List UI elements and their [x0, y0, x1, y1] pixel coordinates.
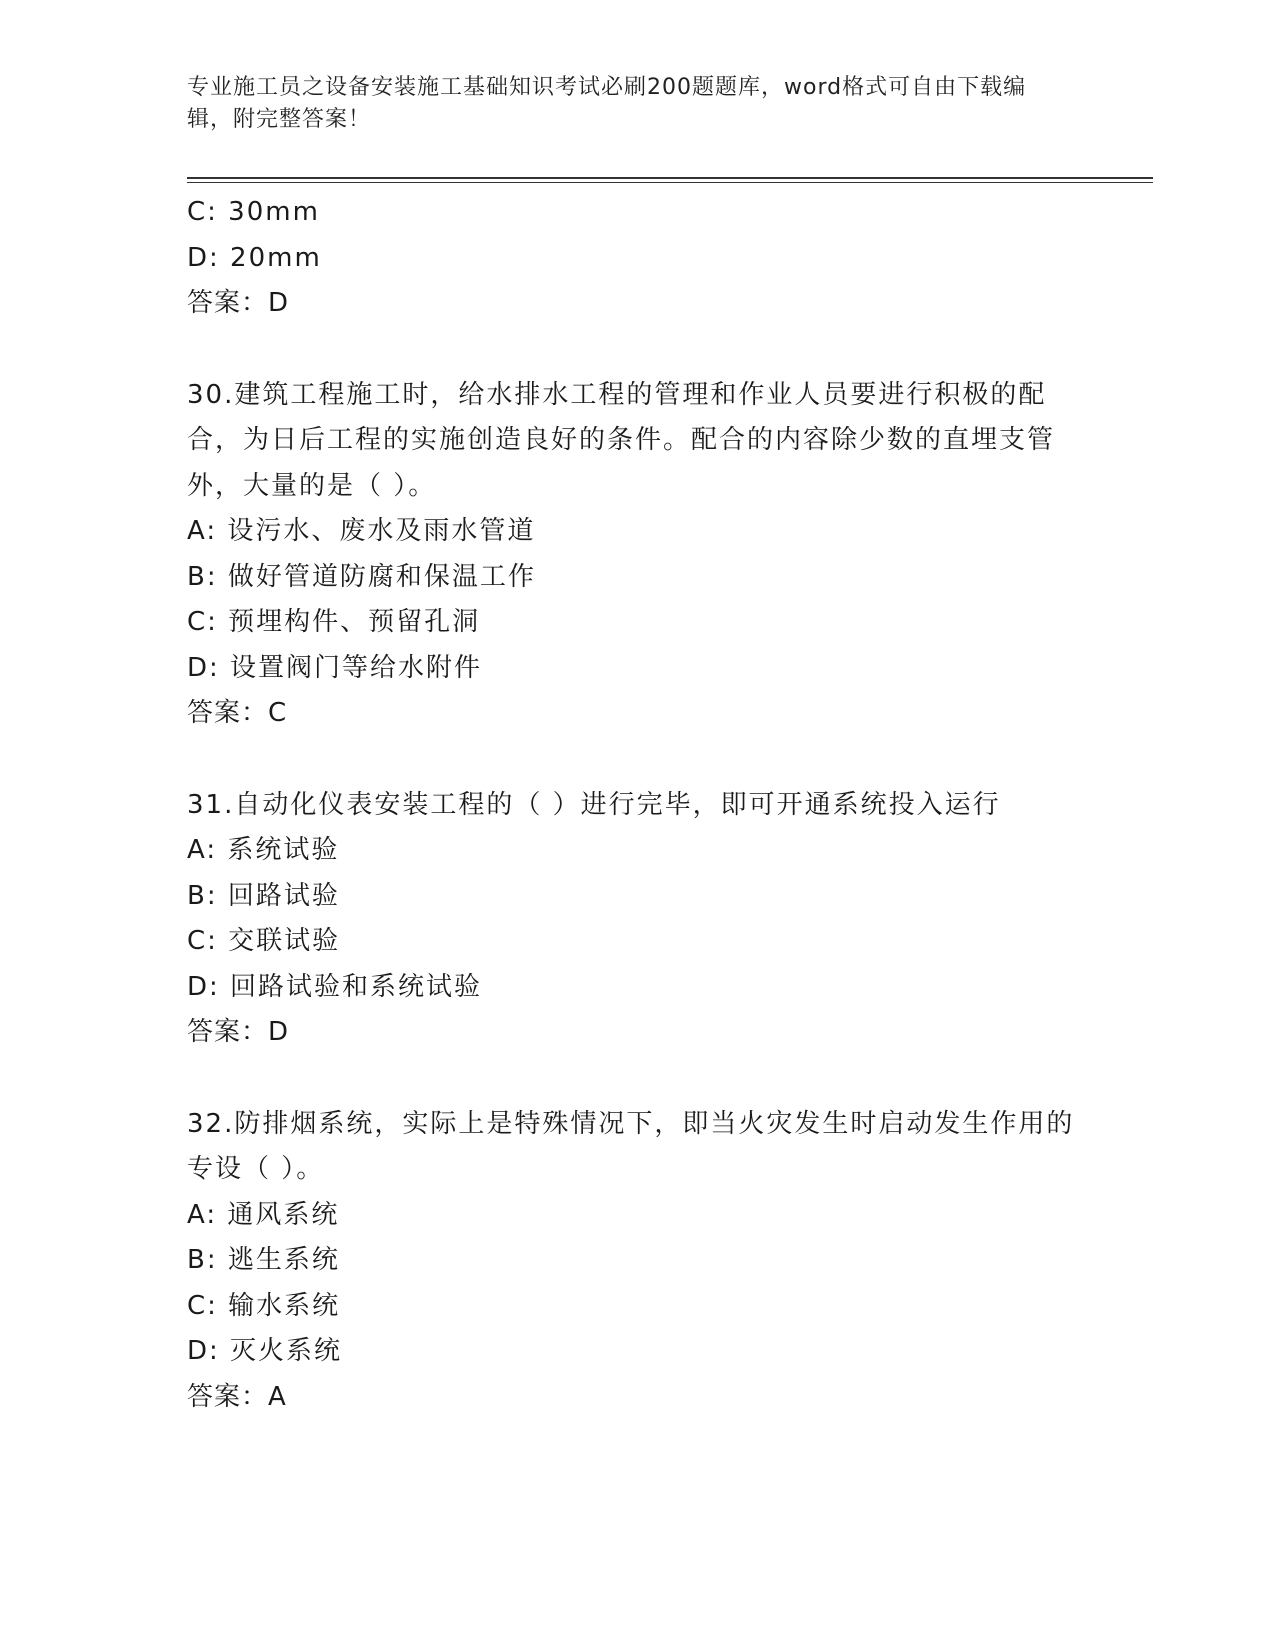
answer: 答案：C — [187, 698, 288, 728]
option-b: B: 做好管道防腐和保温工作 — [187, 561, 536, 592]
header-divider-thick — [187, 177, 1153, 179]
option-d: D: 20mm — [187, 242, 322, 273]
option-c: C: 输水系统 — [187, 1290, 341, 1321]
spacer — [187, 737, 1077, 783]
spacer — [187, 1056, 1077, 1102]
option-a: A: 系统试验 — [187, 835, 340, 865]
option-c: C: 预埋构件、预留孔洞 — [187, 607, 481, 637]
answer: 答案：A — [187, 1381, 287, 1412]
option-d: D: 回路试验和系统试验 — [187, 971, 483, 1002]
option-d: D: 设置阀门等给水附件 — [187, 652, 483, 683]
document-header: 专业施工员之设备安装施工基础知识考试必刷200题题库，word格式可自由下载编辑，附完整答案！ — [187, 75, 1027, 132]
option-c: C: 30mm — [187, 197, 320, 227]
option-b: B: 逃生系统 — [187, 1245, 340, 1275]
header-divider-thin — [187, 182, 1153, 183]
spacer — [187, 327, 1077, 373]
option-d: D: 灭火系统 — [187, 1336, 343, 1366]
document-body — [187, 190, 1077, 1420]
question-stem: 32.防排烟系统，实际上是特殊情况下，即当火灾发生时启动发生作用的专设（ ）。 — [187, 1108, 1075, 1184]
answer: 答案：D — [187, 1017, 290, 1047]
option-b: B: 回路试验 — [187, 880, 340, 911]
option-a: A: 设污水、废水及雨水管道 — [187, 516, 536, 546]
option-a: A: 通风系统 — [187, 1199, 340, 1230]
option-c: C: 交联试验 — [187, 926, 341, 956]
question-stem: 31.自动化仪表安装工程的（ ）进行完毕，即可开通系统投入运行 — [187, 789, 1001, 820]
question-stem: 30.建筑工程施工时，给水排水工程的管理和作业人员要进行积极的配合，为日后工程的实施创造良好的条件。配合的内容除少数的直埋支管外，大量的是（ ）。 — [187, 379, 1056, 501]
answer: 答案：D — [187, 288, 290, 318]
